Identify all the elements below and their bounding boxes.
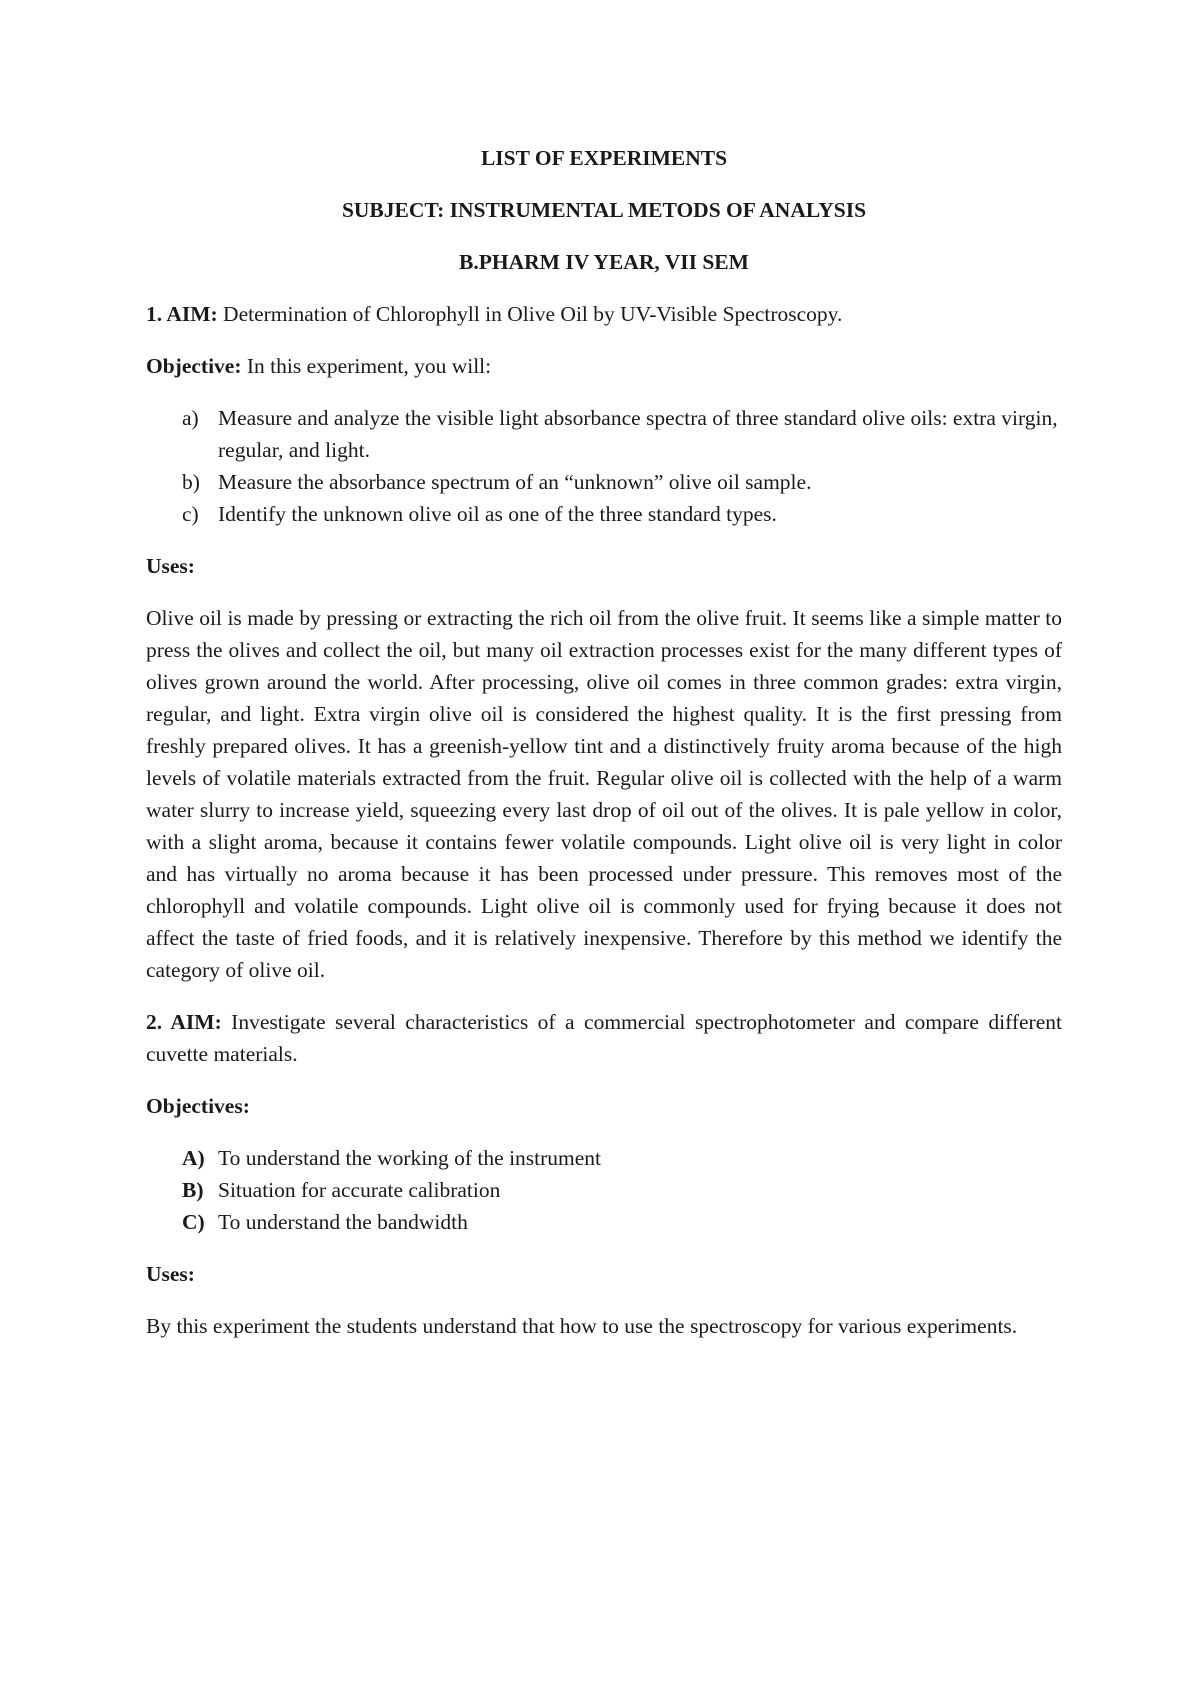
- class-heading: B.PHARM IV YEAR, VII SEM: [459, 250, 749, 274]
- document-title: LIST OF EXPERIMENTS: [480, 146, 728, 170]
- list-item: [146, 466, 1062, 498]
- list-marker: A): [182, 1146, 205, 1170]
- list-marker: c): [182, 502, 199, 526]
- list-marker: b): [182, 470, 200, 494]
- subject-heading: SUBJECT: INSTRUMENTAL METODS OF ANALYSIS: [341, 198, 867, 222]
- list-item-text: Identify the unknown olive oil as one of the three standard types.: [218, 502, 777, 526]
- list-item: [146, 1174, 1062, 1206]
- exp1-uses-label: Uses:: [146, 554, 195, 578]
- list-marker: a): [182, 406, 199, 430]
- document-page: [146, 142, 1062, 1362]
- exp1-objectives-list: [146, 402, 1062, 530]
- exp1-aim-label: 1. AIM:: [146, 302, 218, 326]
- list-item-text: Situation for accurate calibration: [218, 1178, 501, 1202]
- exp2-uses-paragraph: By this experiment the students understand that how to use the spectroscopy for various experiments.: [146, 1314, 1018, 1338]
- exp1-aim: [146, 298, 1062, 330]
- list-item-text: To understand the bandwidth: [218, 1210, 468, 1234]
- list-item-text: Measure the absorbance spectrum of an “unknown” olive oil sample.: [218, 470, 812, 494]
- list-item: [146, 1142, 1062, 1174]
- list-item: [146, 1206, 1062, 1238]
- exp1-objective-text: In this experiment, you will:: [241, 354, 492, 378]
- exp2-aim-text: Investigate several characteristics of a commercial spectrophotometer and compare different cuvette materials.: [146, 1010, 1062, 1066]
- exp1-objective-label: Objective:: [146, 354, 242, 378]
- list-item: [146, 498, 1062, 530]
- exp1-aim-text: Determination of Chlorophyll in Olive Oil by UV-Visible Spectroscopy.: [217, 302, 843, 326]
- exp2-aim-label: 2. AIM:: [146, 1010, 222, 1034]
- list-item-text: To understand the working of the instrument: [218, 1146, 602, 1170]
- exp1-objective: [146, 350, 1062, 382]
- exp1-uses-paragraph: Olive oil is made by pressing or extracting the rich oil from the olive fruit. It seems like a simple matter to press the olives and collect the oil, but many oil extraction processes exist for the many different types of olives grown around the world. After processing, olive oil comes in three common grades: extra virgin, regular, and light. Extra virgin olive oil is considered the highest quality. It is the first pressing from freshly prepared olives. It has a greenish-yellow tint and a distinctively fruity aroma because of the high levels of volatile materials extracted from the fruit. Regular olive oil is collected with the help of a warm water slurry to increase yield, squeezing every last drop of oil out of the olives. It is pale yellow in color, with a slight aroma, because it contains fewer volatile compounds. Light olive oil is very light in color and has virtually no aroma because it has been processed under pressure. This removes most of the chlorophyll and volatile compounds. Light olive oil is commonly used for frying because it does not affect the taste of fried foods, and it is relatively inexpensive. Therefore by this method we identify the category of olive oil.: [146, 606, 1062, 982]
- exp2-objectives-list: [146, 1142, 1062, 1238]
- list-marker: C): [182, 1210, 205, 1234]
- exp2-aim: [146, 1006, 1062, 1070]
- list-item-text: Measure and analyze the visible light absorbance spectra of three standard olive oils: extra virgin, regular, and light.: [218, 406, 1058, 462]
- exp2-objectives-label: Objectives:: [146, 1094, 250, 1118]
- exp2-uses-label: Uses:: [146, 1262, 195, 1286]
- list-marker: B): [182, 1178, 204, 1202]
- list-item: [146, 402, 1062, 466]
